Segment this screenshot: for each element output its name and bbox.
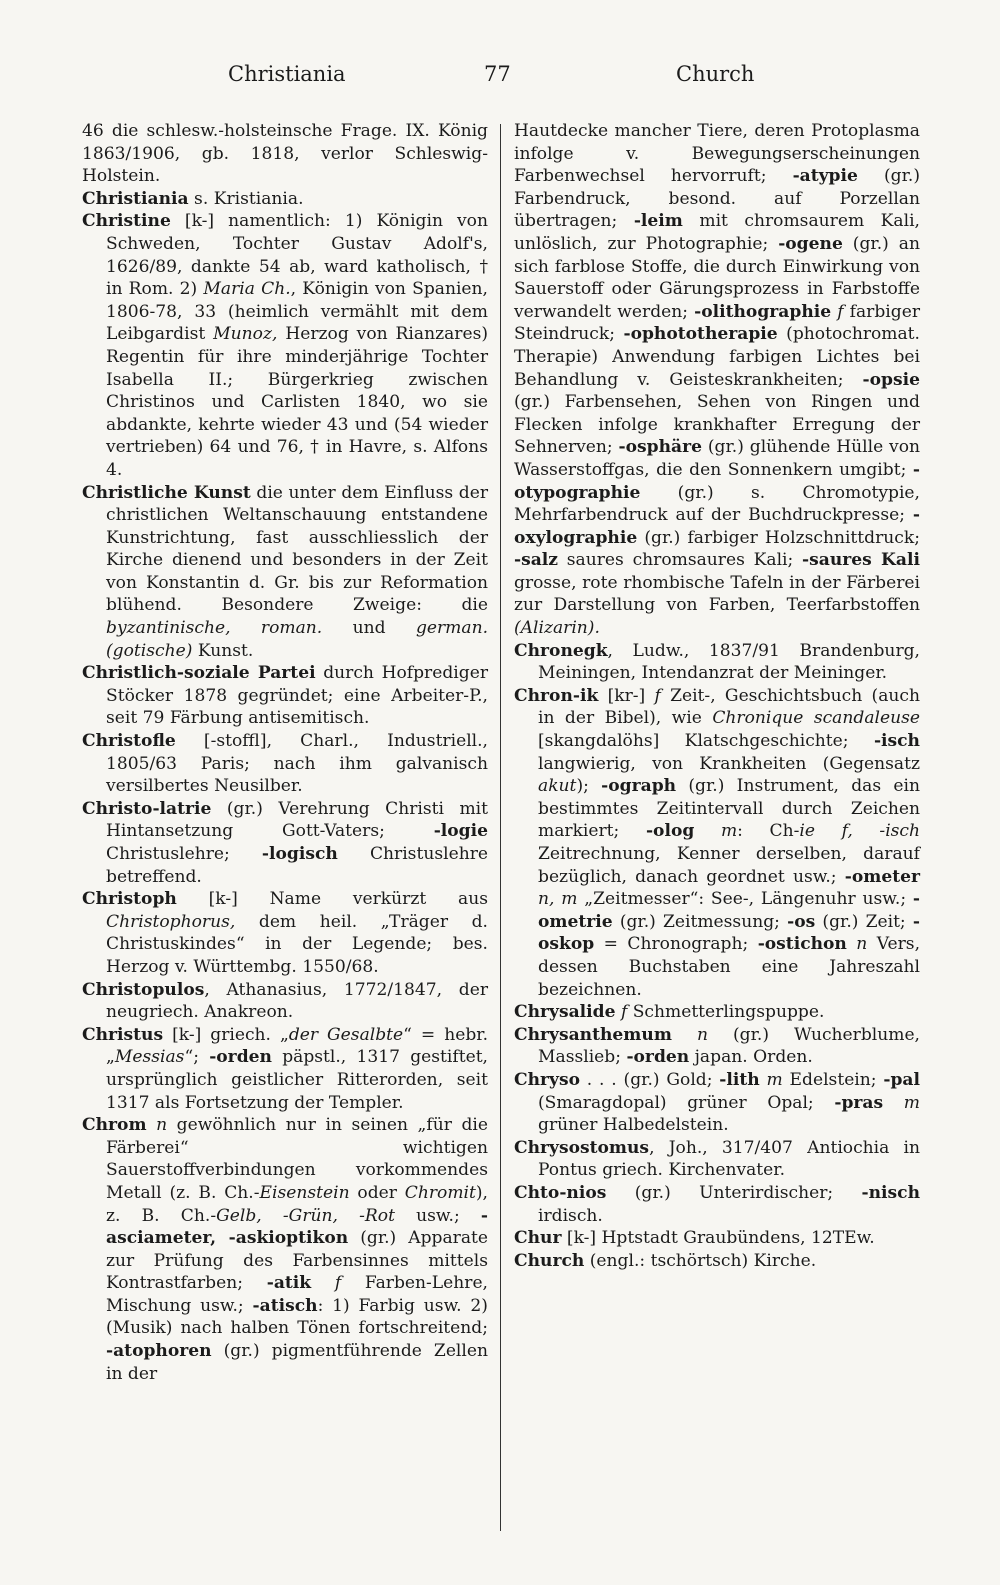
entry-text: (gr.) Farbendruck, besond. auf Porzellan übertragen; bbox=[514, 166, 920, 232]
entry-text: (gr.) pigmentführende Zellen in der bbox=[106, 1341, 488, 1384]
dictionary-entry-chrysalide bbox=[514, 1001, 920, 1024]
dictionary-entry-chrom bbox=[82, 1114, 488, 1385]
entry-text: (gr.) Apparate zur Prüfung des Farbensinnes mittels Kontrastfarben; bbox=[106, 1228, 488, 1294]
entry-text: “ = hebr. „ bbox=[106, 1024, 488, 1068]
entry-text: mit chromsaurem Kali, unlöslich, zur Photographie; bbox=[514, 211, 920, 254]
entry-subheadword: -pras bbox=[834, 1092, 884, 1113]
entry-headword: Chur bbox=[514, 1228, 562, 1249]
dictionary-entry-christiania bbox=[82, 188, 488, 211]
entry-subheadword: -ostichon bbox=[757, 934, 847, 955]
entry-text: Herzog von Rianzares) Regentin für ihre minderjährige Tochter Isabella II.; Bürgerkrieg zwischen Christinos und Carlisten 1840, wo sie abdankte, kehrte wieder 43 und (54 wieder vertrieben) 64 und 76, † in Havre, s. Alfons 4. bbox=[106, 324, 489, 480]
entry-headword: Christopulos bbox=[82, 979, 205, 1000]
entry-text: ), z. B. Ch.- bbox=[106, 1182, 488, 1226]
dictionary-entry-chrom-cont bbox=[514, 120, 920, 640]
entry-text bbox=[694, 821, 721, 841]
entry-headword: Chrysanthemum bbox=[514, 1024, 672, 1045]
entry-italic-text: ie f, -isch bbox=[799, 821, 921, 842]
dictionary-entry-chrysostomus bbox=[514, 1137, 920, 1182]
entry-text: . . . (gr.) Gold; bbox=[580, 1069, 720, 1090]
entry-subheadword: -salz bbox=[514, 550, 558, 571]
entry-text: japan. Orden. bbox=[689, 1047, 813, 1068]
entry-italic-text: m bbox=[903, 1092, 921, 1113]
entry-italic-text: Messias bbox=[114, 1047, 185, 1068]
entry-text: ); bbox=[576, 776, 602, 797]
entry-subheadword: -logisch bbox=[261, 844, 338, 864]
dictionary-entry-christus bbox=[82, 1024, 488, 1114]
dictionary-entry-chronegk bbox=[514, 640, 920, 685]
running-header bbox=[0, 62, 1000, 98]
entry-text: saures chromsaures Kali; bbox=[558, 550, 803, 571]
entry-text: : Ch- bbox=[737, 821, 800, 842]
dictionary-entry-chron-ik bbox=[514, 685, 920, 1001]
entry-text: usw.; bbox=[394, 1205, 481, 1226]
entry-text: und bbox=[322, 618, 416, 639]
entry-text: , Athanasius, 1772/1847, der neugriech. Anakreon. bbox=[106, 979, 488, 1023]
entry-headword: Chto-nios bbox=[514, 1182, 607, 1203]
dictionary-entry-christian-ix-cont bbox=[82, 120, 488, 188]
entry-text: [k-] Hptstadt Graubündens, 12TEw. bbox=[561, 1228, 875, 1249]
entry-text bbox=[311, 1273, 335, 1293]
entry-text: (gr.) farbiger Holzschnittdruck; bbox=[637, 527, 920, 548]
entry-text: Vers, dessen Buchstaben eine Jahreszahl bezeichnen. bbox=[538, 934, 920, 1000]
entry-subheadword: -otypographie bbox=[514, 459, 920, 503]
entry-italic-text: n bbox=[156, 1115, 168, 1136]
entry-subheadword: -olithographie bbox=[694, 301, 832, 322]
entry-headword: Christliche Kunst bbox=[82, 482, 251, 503]
entry-italic-text: Munoz, bbox=[213, 324, 278, 345]
dictionary-entry-christine bbox=[82, 210, 488, 481]
entry-italic-text: f bbox=[837, 301, 844, 322]
entry-text: Zeitrechnung, Kenner derselben, darauf bezüglich, danach geordnet usw.; bbox=[538, 844, 920, 887]
entry-text: (gr.) Wucherblume, Masslieb; bbox=[538, 1024, 920, 1068]
entry-text: Hautdecke mancher Tiere, deren Protoplasma infolge v. Bewegungserscheinungen Farbenwechsel hervorruft; bbox=[514, 121, 920, 187]
entry-subheadword: -ometer bbox=[844, 866, 920, 887]
entry-italic-text: Chromit bbox=[404, 1182, 476, 1203]
entry-text: (gr.) s. Chromotypie, Mehrfarbendruck auf der Buchdruckpresse; bbox=[514, 482, 920, 526]
entry-headword: Christlich-soziale Partei bbox=[82, 663, 316, 684]
entry-text: [skangdalöhs] Klatschgeschichte; bbox=[538, 731, 874, 752]
entry-text: Schmetterlingspuppe. bbox=[627, 1002, 825, 1023]
entry-text: [k-] Name verkürzt aus bbox=[176, 889, 488, 910]
entry-subheadword: -lith bbox=[719, 1069, 760, 1090]
entry-italic-text: m bbox=[766, 1069, 783, 1090]
entry-text: [kr-] bbox=[598, 685, 655, 706]
entry-text: Christuslehre; bbox=[106, 844, 262, 864]
right-column bbox=[514, 120, 920, 1272]
entry-subheadword: -atypie bbox=[792, 166, 858, 187]
entry-headword: Church bbox=[514, 1250, 585, 1271]
entry-text: Farben-Lehre, Mischung usw.; bbox=[106, 1273, 488, 1316]
dictionary-entry-chryso bbox=[514, 1069, 920, 1137]
dictionary-entry-chto-nios bbox=[514, 1182, 920, 1227]
entry-text: grosse, rote rhombische Tafeln in der Färberei zur Darstellung von Farben, Teerfarbstoffen bbox=[514, 572, 920, 616]
entry-text: , Joh., 317/407 Antiochia in Pontus griech. Kirchenvater. bbox=[538, 1137, 920, 1181]
entry-text: (gr.) Verehrung Christi mit Hintansetzung Gott-Vaters; bbox=[106, 798, 488, 842]
entry-text bbox=[147, 1115, 157, 1135]
entry-text: (gr.) Farbensehen, Sehen von Ringen und Flecken infolge krankhafter Erregung der Sehnerven; bbox=[514, 392, 920, 458]
entry-subheadword: -nisch bbox=[861, 1182, 920, 1203]
header-last-headword: Church bbox=[676, 62, 755, 86]
dictionary-entry-christopulos bbox=[82, 979, 488, 1024]
entry-italic-text: Maria Ch. bbox=[203, 279, 291, 300]
entry-italic-text: Christophorus, bbox=[106, 911, 236, 932]
column-divider bbox=[500, 124, 501, 1531]
entry-subheadword: -atophoren bbox=[106, 1341, 212, 1362]
entry-subheadword: -ometrie bbox=[538, 889, 920, 932]
entry-subheadword: -orden bbox=[626, 1047, 690, 1068]
entry-text: (gr.) Instrument, das ein bestimmtes Zeitintervall durch Zeichen markiert; bbox=[538, 776, 920, 842]
entry-text: durch Hofprediger Stöcker 1878 gegründet; eine Arbeiter-P., seit 79 Färbung antisemitisch. bbox=[106, 663, 488, 729]
dictionary-entry-christo-latrie bbox=[82, 798, 488, 888]
entry-subheadword: -oskop bbox=[538, 911, 920, 955]
entry-text: Zeit-, Geschichtsbuch (auch in der Bibel), wie bbox=[538, 685, 920, 729]
entry-text: langwierig, von Krankheiten (Gegensatz bbox=[538, 753, 920, 774]
dictionary-entry-christliche-kunst bbox=[82, 482, 488, 663]
entry-text: : 1) Farbig usw. 2) (Musik) nach halben Tönen fortschreitend; bbox=[106, 1295, 488, 1339]
entry-text: (engl.: tschörtsch) Kirche. bbox=[584, 1250, 817, 1271]
entry-text: gewöhnlich nur in seinen „für die Färberei“ wichtigen Sauerstoffverbindungen vorkommendes Metall (z. B. Ch.- bbox=[106, 1115, 488, 1203]
entry-text: Christuslehre betreffend. bbox=[106, 844, 488, 887]
entry-subheadword: -olog bbox=[645, 821, 695, 842]
entry-text: 46 die schlesw.-holsteinsche Frage. IX. König 1863/1906, gb. 1818, verlor Schleswig-Holstein. bbox=[82, 121, 488, 187]
entry-italic-text: Eisenstein bbox=[259, 1182, 350, 1203]
entry-headword: Christus bbox=[82, 1024, 164, 1045]
entry-text: [k-] griech. „ bbox=[163, 1024, 289, 1045]
entry-text: (gr.) glühende Hülle von Wasserstoffgas, die den Sonnenkern umgibt; bbox=[514, 437, 921, 480]
entry-subheadword: -os bbox=[787, 911, 816, 932]
entry-italic-text: Chronique scandaleuse bbox=[712, 708, 920, 729]
entry-headword: Christiania bbox=[82, 188, 189, 209]
entry-subheadword: -atik bbox=[266, 1273, 312, 1294]
entry-headword: Christo-latrie bbox=[82, 798, 212, 819]
entry-text: (gr.) Zeit; bbox=[815, 911, 913, 932]
entry-text: = Chronograph; bbox=[594, 934, 758, 955]
entry-italic-text: f bbox=[620, 1002, 628, 1023]
entry-text: „Zeitmesser“: See-, Längenuhr usw.; bbox=[577, 889, 913, 910]
entry-text: [k-] namentlich: 1) Königin von Schweden, Tochter Gustav Adolf's, 1626/89, dankte 54 ab, ward katholisch, † in Rom. 2) bbox=[106, 211, 488, 300]
page-number: 77 bbox=[484, 62, 511, 86]
entry-italic-text: akut bbox=[538, 776, 577, 797]
entry-subheadword: -ophototherapie bbox=[623, 324, 778, 345]
entry-subheadword: -pal bbox=[883, 1069, 920, 1090]
entry-headword: Chrysostomus bbox=[514, 1137, 650, 1158]
entry-text bbox=[883, 1093, 904, 1113]
entry-text: , Ludw., 1837/91 Brandenburg, Meiningen, Intendanzrat der Meininger. bbox=[538, 640, 920, 684]
entry-italic-text: n bbox=[696, 1024, 708, 1045]
entry-subheadword: -ogene bbox=[778, 233, 843, 254]
entry-italic-text: f bbox=[654, 685, 661, 706]
entry-italic-text: Gelb, -Grün, -Rot bbox=[216, 1205, 395, 1226]
entry-text: Edelstein; bbox=[782, 1069, 884, 1090]
entry-text: (gr.) Zeitmessung; bbox=[612, 911, 788, 932]
entry-text: , Königin von Spanien, 1806-78, 33 (heimlich vermählt mit dem Leibgardist bbox=[106, 279, 488, 345]
entry-text: [-stoffl], Charl., Industriell., 1805/63 Paris; nach ihm galvanisch versilbertes Neusilber. bbox=[106, 731, 488, 797]
entry-italic-text: german. (gotische) bbox=[106, 618, 489, 661]
entry-italic-text: n bbox=[856, 934, 868, 955]
entry-headword: Christoph bbox=[82, 889, 177, 910]
dictionary-entry-christofle bbox=[82, 730, 488, 798]
entry-text: (gr.) Unterirdischer; bbox=[606, 1182, 862, 1203]
entry-text: (gr.) an sich farblose Stoffe, die durch Einwirkung von Sauerstoff oder Gärungsprozess in Farbstoffe verwandelt werden; bbox=[514, 233, 920, 322]
header-first-headword: Christiania bbox=[228, 62, 346, 86]
entry-subheadword: -atisch bbox=[252, 1295, 318, 1316]
entry-subheadword: -logie bbox=[433, 821, 488, 842]
entry-subheadword: -oxylographie bbox=[514, 505, 920, 548]
entry-text: farbiger Steindruck; bbox=[514, 301, 920, 345]
entry-italic-text: byzantinische, roman. bbox=[106, 618, 323, 639]
entry-text: irdisch. bbox=[538, 1205, 603, 1226]
dictionary-entry-christoph bbox=[82, 888, 488, 978]
entry-text bbox=[760, 1070, 767, 1090]
entry-subheadword: -asciameter, -askioptikon bbox=[106, 1205, 489, 1249]
entry-subheadword: -leim bbox=[633, 211, 683, 232]
entry-italic-text: (Alizarin). bbox=[514, 618, 600, 639]
entry-text: Kunst. bbox=[192, 640, 254, 661]
dictionary-entry-church bbox=[514, 1250, 920, 1273]
entry-subheadword: -orden bbox=[209, 1047, 272, 1068]
entry-italic-text: n, m bbox=[538, 889, 578, 910]
dictionary-entry-chur bbox=[514, 1227, 920, 1250]
entry-headword: Christofle bbox=[82, 731, 176, 752]
entry-subheadword: -isch bbox=[873, 731, 920, 752]
entry-italic-text: m bbox=[720, 821, 738, 842]
entry-text: “; bbox=[184, 1047, 210, 1068]
entry-text: oder bbox=[349, 1182, 405, 1203]
entry-text: dem heil. „Träger d. Christuskindes“ in der Legende; bes. Herzog v. Württembg. 1550/68. bbox=[106, 911, 488, 977]
entry-subheadword: -saures Kali bbox=[802, 550, 920, 571]
entry-text: die unter dem Einfluss der christlichen Weltanschauung entstandene Kunstrichtung, fast ausschliesslich der Kirche dienend und besonders in der Zeit von Konstantin d. Gr. bis zur Reformation blühend. Besondere Zweige: die bbox=[106, 482, 489, 616]
dictionary-entry-chrysanthemum bbox=[514, 1024, 920, 1069]
entry-text: (photochromat. Therapie) Anwendung farbigen Lichtes bei Behandlung v. Geisteskrankheiten; bbox=[514, 324, 920, 390]
entry-italic-text: f bbox=[334, 1273, 342, 1294]
entry-subheadword: -opsie bbox=[862, 369, 920, 390]
entry-text: s. Kristiania. bbox=[188, 188, 304, 209]
entry-italic-text: der Gesalbte bbox=[288, 1024, 404, 1045]
entry-text: päpstl., 1317 gestiftet, ursprünglich geistlicher Ritterorden, seit 1317 als Fortsetzung der Templer. bbox=[106, 1047, 488, 1113]
entry-text: grüner Halbedelstein. bbox=[538, 1115, 729, 1136]
dictionary-entry-christlich-soziale-partei bbox=[82, 662, 488, 730]
entry-text bbox=[847, 934, 856, 954]
entry-headword: Chron-ik bbox=[514, 685, 599, 706]
entry-headword: Christine bbox=[82, 211, 171, 232]
entry-subheadword: -osphäre bbox=[618, 437, 703, 458]
left-column bbox=[82, 120, 488, 1385]
entry-headword: Chronegk bbox=[514, 640, 608, 661]
entry-text bbox=[672, 1025, 697, 1045]
entry-headword: Chrysalide bbox=[514, 1002, 616, 1023]
entry-headword: Chryso bbox=[514, 1069, 580, 1090]
entry-text: (Smaragdopal) grüner Opal; bbox=[538, 1092, 835, 1113]
entry-headword: Chrom bbox=[82, 1115, 147, 1136]
entry-subheadword: -ograph bbox=[601, 776, 677, 797]
